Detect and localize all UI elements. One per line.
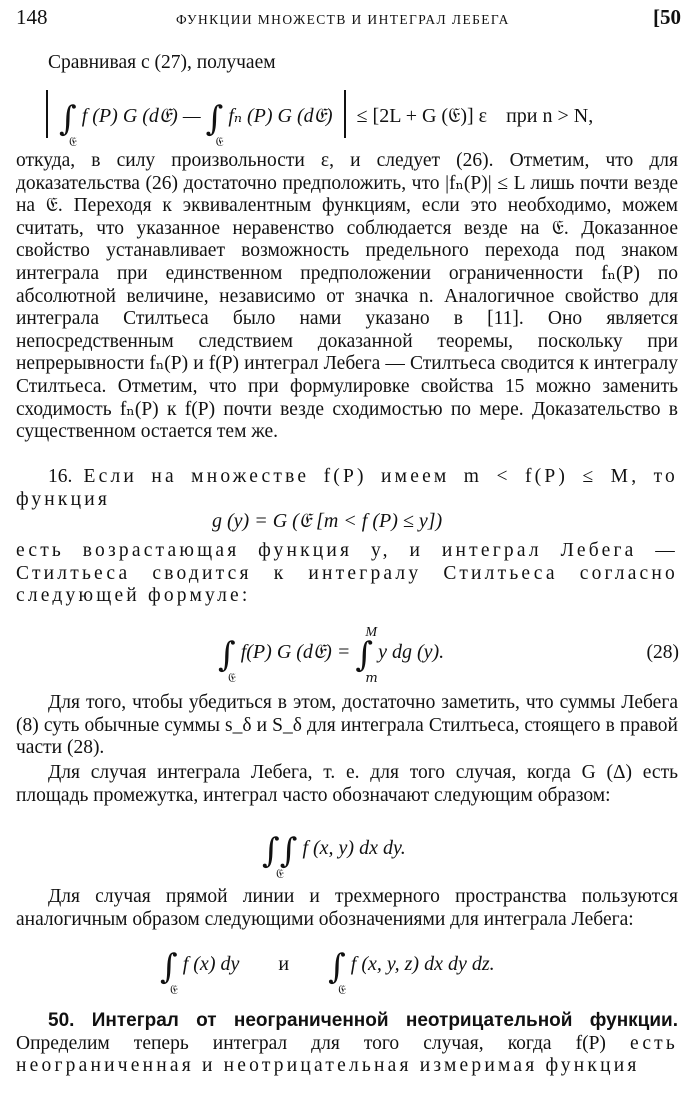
integral-space: ∫ 𝔈 <box>328 947 347 998</box>
theorem-16-continued: есть возрастающая функция y, и интеграл Лебега — Стилтьеса сводится к интегралу Стилтьеса согласно следующей формуле: <box>16 540 678 607</box>
equation-number-28: (28) <box>646 642 679 663</box>
running-title: ФУНКЦИИ МНОЖЕСТВ И ИНТЕГРАЛ ЛЕБЕГА <box>176 12 510 27</box>
formula-28: ∫ 𝔈 f(P) G (d𝔈) = M ∫ m y dg (y). <box>218 625 445 686</box>
paragraph-3: Для случая интеграла Лебега, т. е. для того случая, когда G (Δ) есть площадь промежутка, интеграл часто обозначают следующим образом: <box>16 762 678 806</box>
double-integral: ∫∫ 𝔈 <box>262 831 298 882</box>
abs-bar-left <box>46 90 48 138</box>
page-number: 148 <box>16 5 48 29</box>
estimate-formula: ∫ 𝔈 f (P) G (d𝔈) — ∫ 𝔈 fₙ (P) G (d𝔈) ≤ [2L + G (𝔈)] ε при n > N, <box>40 90 593 138</box>
theorem-16: 16. Если на множестве f(P) имеем m < f(P) ≤ M, то функция <box>16 466 678 510</box>
abs-bar-right <box>344 90 346 138</box>
paragraph-4: Для случая прямой линии и трехмерного пространства пользуются аналогичным образом следующими обозначениями для интеграла Лебега: <box>16 886 678 930</box>
paragraph-2: Для того, чтобы убедиться в этом, достаточно заметить, что суммы Лебега (8) суть обычные суммы s_δ и S_δ для интеграла Стилтьеса, стоящего в правой части (28). <box>16 692 678 759</box>
formula-pair: ∫ 𝔈 f (x) dy и ∫ 𝔈 f (x, y, z) dx dy dz. <box>160 947 495 998</box>
integral-2: ∫ 𝔈 <box>205 99 224 150</box>
paragraph-1: откуда, в силу произвольности ε, и следует (26). Отметим, что для доказательства (26) достаточно предположить, что |fₙ(P)| ≤ L лишь почти везде на 𝔈. Переходя к эквивалентным функциям, если это необходимо, можем считать, что указанное неравенство соблюдается везде на 𝔈. Доказанное свойство устанавливает возможность предельного перехода под знаком интеграла при единственном предположении ограниченности fₙ(P) по абсолютной величине, независимо от значка n. Аналогичное свойство для интеграла Стилтьеса было нами указано в [11]. Оно является непосредственным следствием доказанной теоремы, поскольку при непрерывности fₙ(P) и f(P) интеграл Лебега — Стилтьеса сводится к интегралу Стилтьеса. Отметим, что при формулировке свойства 15 можно заменить сходимость fₙ(P) к f(P) почти везде сходимостью по мере. Доказательство в существенном остается тем же. <box>16 150 678 443</box>
intro-paragraph: Сравнивая с (27), получаем <box>48 52 276 73</box>
section-50: 50. Интеграл от неограниченной неотрицательной функции. Определим теперь интеграл для того случая, когда f(P) есть неограниченная и неотрицательная измеримая функция <box>16 1010 678 1077</box>
formula-double-integral: ∫∫ 𝔈 f (x, y) dx dy. <box>262 831 406 882</box>
integral-line: ∫ 𝔈 <box>160 947 178 998</box>
integral-right: M ∫ m <box>355 625 378 686</box>
integral-left: ∫ 𝔈 <box>218 635 236 686</box>
running-head <box>16 6 681 32</box>
formula-g: g (y) = G (𝔈 [m < f (P) ≤ y]) <box>212 510 443 532</box>
section-mark: [50 <box>653 5 681 29</box>
integral-1: ∫ 𝔈 <box>59 99 77 150</box>
section-50-heading: 50. Интеграл от неограниченной неотрицательной функции. <box>48 1010 678 1031</box>
